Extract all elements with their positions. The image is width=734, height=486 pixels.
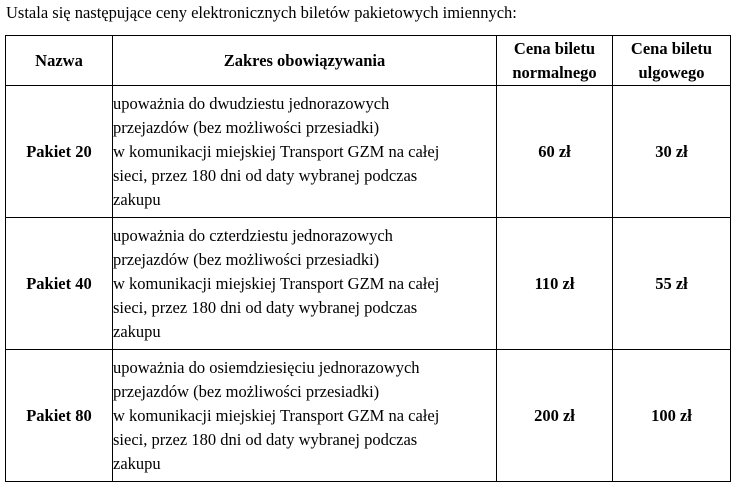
scope-line: przejazdów (bez możliwości przesiadki): [113, 249, 380, 269]
scope-line: przejazdów (bez możliwości przesiadki): [113, 381, 380, 401]
scope-line: w komunikacji miejskiej Transport GZM na całej: [113, 141, 440, 161]
scope-line: sieci, przez 180 dni od daty wybranej podczas: [113, 165, 418, 185]
package-scope: [113, 350, 497, 482]
package-name: Pakiet 20: [6, 86, 113, 218]
scope-line: zakupu: [113, 189, 161, 209]
package-name: Pakiet 80: [6, 350, 113, 482]
header-reduced-price-line1: Cena biletu: [630, 38, 713, 58]
scope-line: upoważnia do osiemdziesięciu jednorazowych: [113, 357, 420, 377]
reduced-price: 30 zł: [613, 86, 731, 218]
package-name: Pakiet 40: [6, 218, 113, 350]
reduced-price: 100 zł: [613, 350, 731, 482]
scope-line: w komunikacji miejskiej Transport GZM na całej: [113, 405, 440, 425]
table-row: [6, 350, 731, 482]
reduced-price: 55 zł: [613, 218, 731, 350]
table-row: [6, 218, 731, 350]
header-scope: [113, 36, 497, 86]
scope-line: sieci, przez 180 dni od daty wybranej podczas: [113, 297, 418, 317]
intro-text: Ustala się następujące ceny elektronicznych biletów pakietowych imiennych:: [6, 3, 517, 22]
normal-price: 110 zł: [497, 218, 613, 350]
normal-price: 60 zł: [497, 86, 613, 218]
table-header-row: [6, 36, 731, 86]
ticket-price-table: [5, 35, 731, 482]
table-row: [6, 86, 731, 218]
header-reduced-price: [613, 36, 731, 86]
scope-line: przejazdów (bez możliwości przesiadki): [113, 117, 380, 137]
header-name: [6, 36, 113, 86]
package-scope: [113, 218, 497, 350]
header-reduced-price-line2: ulgowego: [638, 62, 705, 82]
scope-line: zakupu: [113, 321, 161, 341]
header-normal-price-line2: normalnego: [512, 62, 597, 82]
header-scope-label: Zakres obowiązywania: [223, 50, 386, 70]
header-normal-price-line1: Cena biletu: [513, 38, 596, 58]
normal-price: 200 zł: [497, 350, 613, 482]
scope-line: upoważnia do dwudziestu jednorazowych: [113, 93, 390, 113]
header-name-label: Nazwa: [35, 50, 83, 70]
scope-line: sieci, przez 180 dni od daty wybranej podczas: [113, 429, 418, 449]
scope-line: zakupu: [113, 453, 161, 473]
scope-line: w komunikacji miejskiej Transport GZM na całej: [113, 273, 440, 293]
scope-line: upoważnia do czterdziestu jednorazowych: [113, 225, 393, 245]
header-normal-price: [497, 36, 613, 86]
package-scope: [113, 86, 497, 218]
